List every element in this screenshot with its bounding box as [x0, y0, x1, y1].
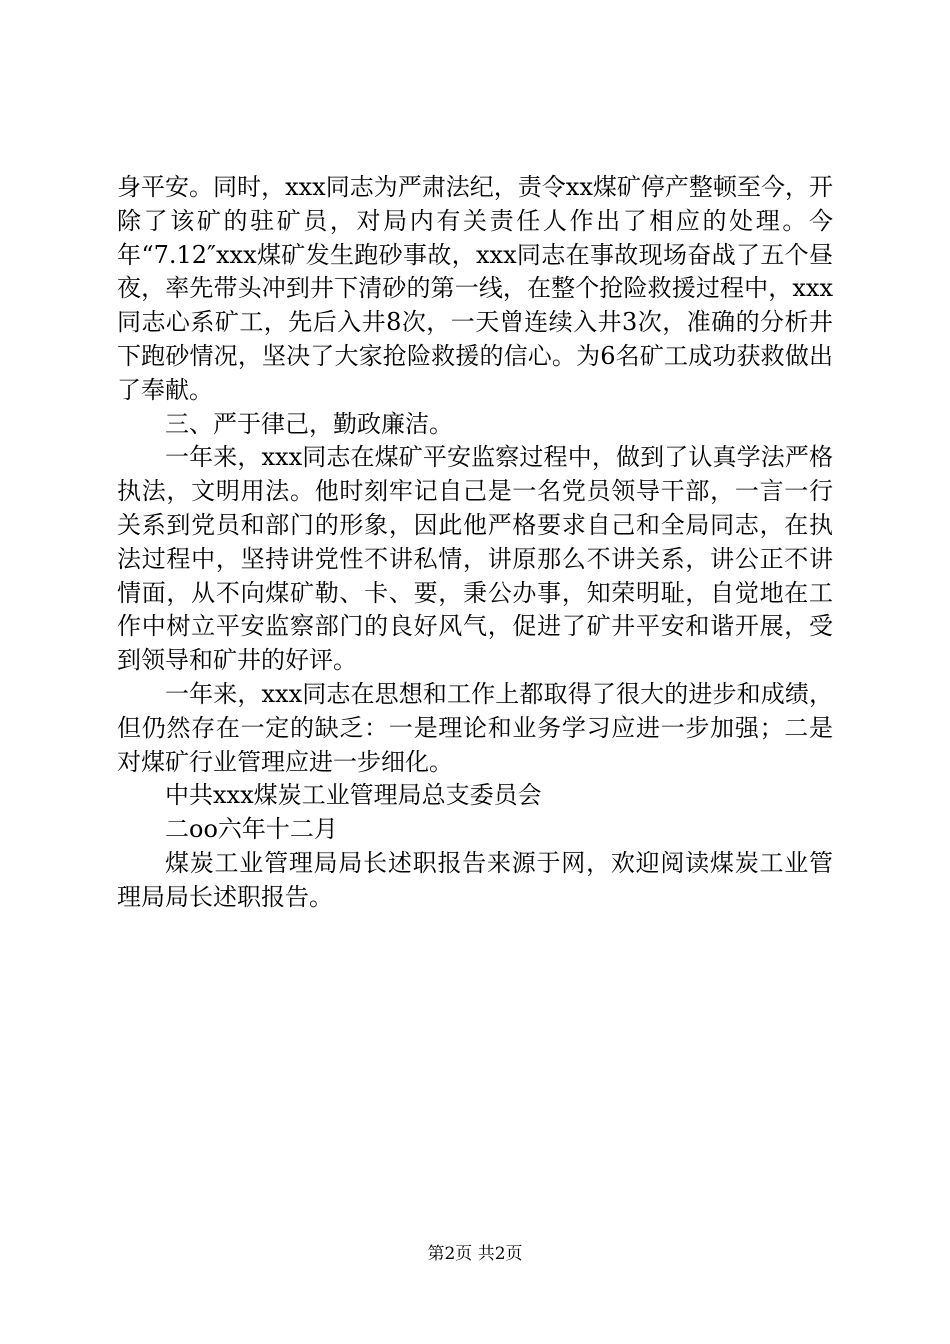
source-note: 煤炭工业管理局局长述职报告来源于网，欢迎阅读煤炭工业管理局局长述职报告。: [117, 848, 833, 911]
paragraph-shortcomings: 一年来，xxx同志在思想和工作上都取得了很大的进步和成绩，但仍然存在一定的缺乏：一是理论和业务学习应进一步加强；二是对煤矿行业管理应进一步细化。: [117, 679, 833, 776]
signature-organization: 中共xxx煤炭工业管理局总支委员会: [165, 781, 542, 810]
page-footer: [0, 1243, 950, 1265]
section-heading: 三、严于律己，勤政廉洁。: [165, 409, 453, 438]
paragraph-discipline: 一年来，xxx同志在煤矿平安监察过程中，做到了认真学法严格执法，文明用法。他时刻牢记自己是一名党员领导干部，一言一行关系到党员和部门的形象，因此他严格要求自己和全局同志，在执法过程中，坚持讲党性不讲私情，讲原那么不讲关系，讲公正不讲情面，从不向煤矿勒、卡、要，秉公办事，知荣明耻，自觉地在工作中树立平安监察部门的良好风气，促进了矿井平安和谐开展，受到领导和矿井的好评。: [117, 443, 833, 675]
document-body: [117, 171, 833, 915]
signature-date: 二oo六年十二月: [165, 815, 338, 844]
paragraph-continuation: 身平安。同时，xxx同志为严肃法纪，责令xx煤矿停产整顿至今，开除了该矿的驻矿员，对局内有关责任人作出了相应的处理。今年“7.12″xxx煤矿发生跑砂事故，xxx同志在事故现场奋战了五个昼夜，率先带头冲到井下清砂的第一线，在整个抢险救援过程中，xxx同志心系矿工，先后入井8次，一天曾连续入井3次，准确的分析井下跑砂情况，坚决了大家抢险救援的信心。为6名矿工成功获救做出了奉献。: [117, 173, 833, 404]
page-number: 第2页 共2页: [427, 1244, 523, 1264]
